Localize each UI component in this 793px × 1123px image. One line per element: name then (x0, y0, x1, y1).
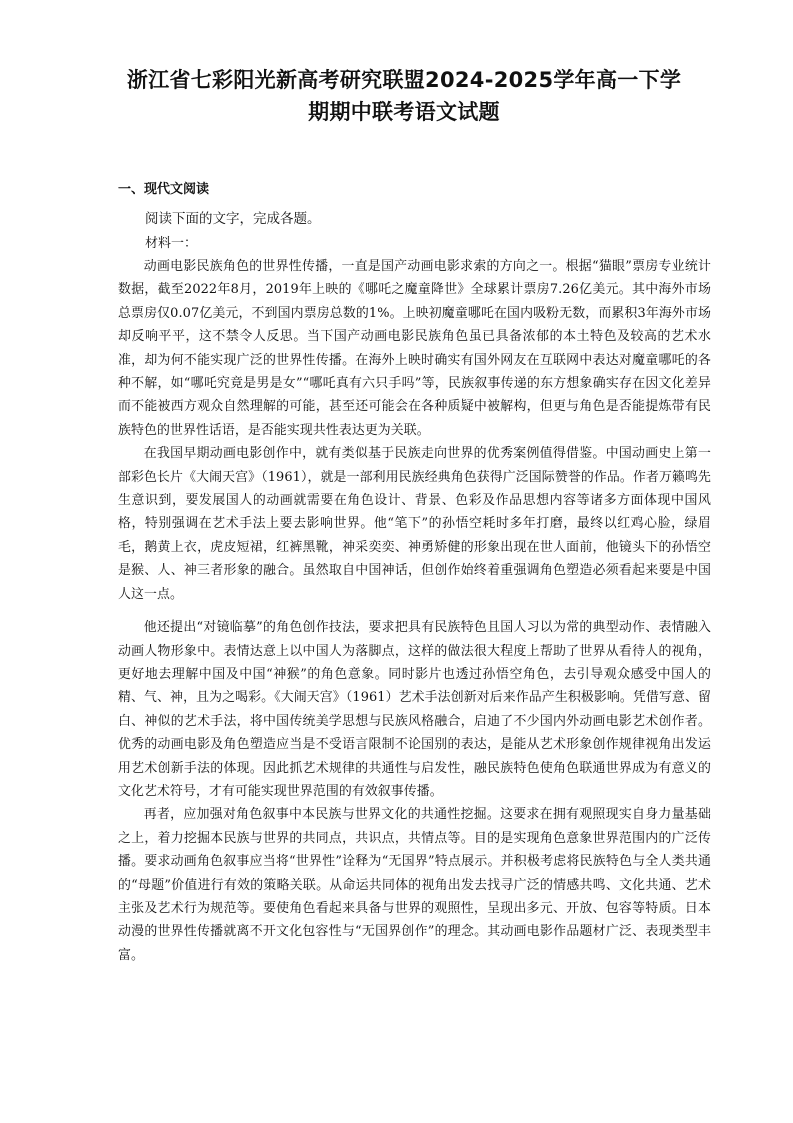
title-line-1: 浙江省七彩阳光新高考研究联盟2024-2025学年高一下学 (126, 68, 682, 92)
material-label: 材料一： (145, 236, 198, 251)
reading-instruction: 阅读下面的文字，完成各题。 (145, 211, 321, 227)
paragraph-2: 在我国早期动画电影创作中，就有类似基于民族走向世界的优秀案例值得借鉴。中国动画史上第一部彩色长片《大闹天宫》（1961），就是一部利用民族经典角色获得广泛国际赞誉的作品。作者万籁鸣先生意识到，要发展国人的动画就需要在角色设计、背景、色彩及作品思想内容等诸多方面体现中国风格，特别强调在艺术手法上要去影响世界。他“笔下”的孙悟空耗时多年打磨，最终以红鸡心脸，绿眉毛，鹅黄上衣，虎皮短裙，红裤黑靴，神采奕奕、神勇矫健的形象出现在世人面前，他镜头下的孙悟空是猴、人、神三者形象的融合。虽然取自中国神话，但创作始终着重强调角色塑造必须看起来要是中国人这一点。 (118, 446, 711, 602)
document-title (98, 64, 710, 128)
paragraph-4: 再者，应加强对角色叙事中本民族与世界文化的共通性挖掘。这要求在拥有观照现实自身力量基础之上，着力挖掘本民族与世界的共同点，共识点，共情点等。目的是实现角色意象世界范围内的广泛传播。要求动画角色叙事应当将“世界性”诠释为“无国界”特点展示。并积极考虑将民族特色与全人类共通的“母题”价值进行有效的策略关联。从命运共同体的视角出发去找寻广泛的情感共鸣、文化共通、艺术主张及艺术行为规范等。要使角色看起来具备与世界的观照性，呈现出多元、开放、包容等特质。日本动漫的世界性传播就离不开文化包容性与“无国界创作”的理念。其动画电影作品题材广泛、表现类型丰富。 (118, 807, 711, 963)
title-line-2: 期期中联考语文试题 (308, 100, 500, 124)
paragraph-1: 动画电影民族角色的世界性传播，一直是国产动画电影求索的方向之一。根据“猫眼”票房专业统计数据，截至2022年8月，2019年上映的《哪吒之魔童降世》全球累计票房7.26亿美元。其中海外市场总票房仅0.07亿美元，不到国内票房总数的1%。上映初魔童哪吒在国内吸粉无数，而累积3年海外市场却反响平平，这不禁令人反思。当下国产动画电影民族角色虽已具备浓郁的本土特色及较高的艺术水准，却为何不能实现广泛的世界性传播。在海外上映时确实有国外网友在互联网中表达对魔童哪吒的各种不解，如“哪吒究竟是男是女”“哪吒真有六只手吗”等，民族叙事传递的东方想象确实存在因文化差异而不能被西方观众自然理解的可能，甚至还可能会在各种质疑中被解构，但更与角色是否能提炼带有民族特色的世界性话语，是否能实现共性表达更为关联。 (118, 259, 711, 438)
section-heading: 一、现代文阅读 (118, 182, 210, 197)
paragraph-3: 他还提出“对镜临摹”的角色创作技法，要求把具有民族特色且国人习以为常的典型动作、表情融入动画人物形象中。表情达意上以中国人为落脚点，这样的做法很大程度上帮助了世界从看待人的视角，更好地去理解中国及中国“神猴”的角色意象。同时影片也透过孙悟空角色，去引导观众感受中国人的精、气、神，且为之喝彩。《大闹天宫》（1961）艺术手法创新对后来作品产生积极影响。凭借写意、留白、神似的艺术手法，将中国传统美学思想与民族风格融合，启迪了不少国内外动画电影艺术创作者。优秀的动画电影及角色塑造应当是不受语言限制不论国别的表达，是能从艺术形象创作规律视角出发运用艺术创新手法的体现。因此抓艺术规律的共通性与启发性，融民族特色使角色联通世界成为有意义的文化艺术符号，才有可能实现世界范围的有效叙事传播。 (118, 620, 711, 799)
